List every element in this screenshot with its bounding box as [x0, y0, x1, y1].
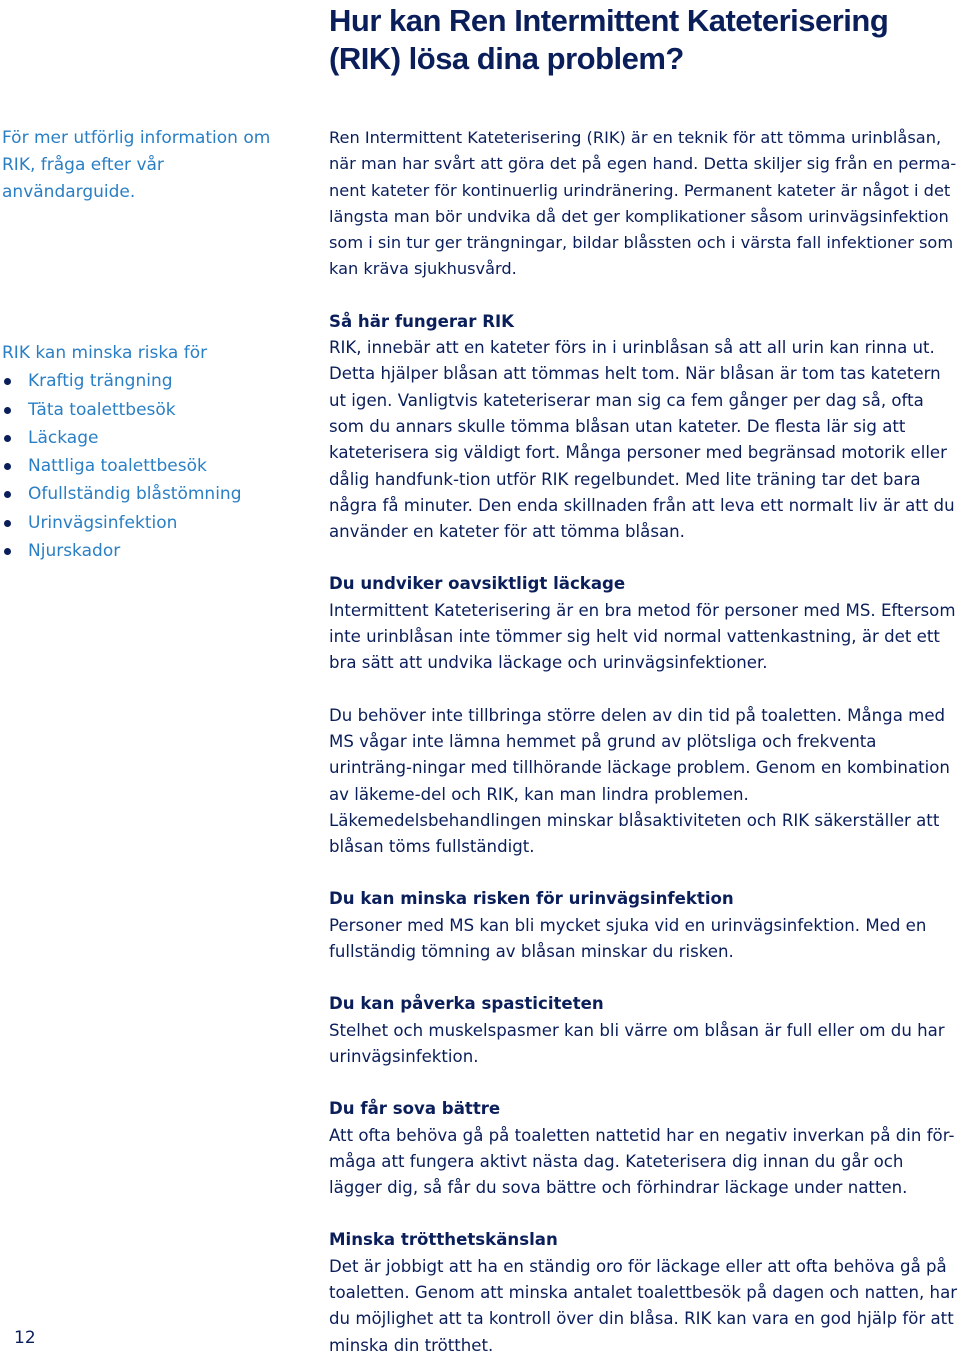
risk-list-item: Urinvägsinfektion — [2, 509, 302, 537]
section-heading: Du kan påverka spasticiteten — [329, 994, 604, 1014]
section-how-it-works — [329, 309, 960, 546]
section-fatigue — [329, 1227, 960, 1358]
section-body: Att ofta behöva gå på toaletten nattetid har en negativ inverkan på din för-måga att fungera aktivt nästa dag. Kateterisera dig innan du går och lägger dig, så får du sova bättre och förhindrar läckage under natten. — [329, 1125, 955, 1198]
section-body: Stelhet och muskelspasmer kan bli värre om blåsan är full eller om du har urinvägsinfektion. — [329, 1020, 945, 1066]
section-body: Intermittent Kateterisering är en bra metod för personer med MS. Eftersom inte urinblåsan inte tömmer sig helt vid normal vattenkastning, är det ett bra sätt att undvika läckage och urinvägsinfektioner. — [329, 600, 956, 673]
risk-list-item: Ofullständig blåstömning — [2, 480, 302, 508]
main-content — [329, 125, 960, 1359]
section-body: Personer med MS kan bli mycket sjuka vid en urinvägsinfektion. Med en fullständig tömning av blåsan minskar du risken. — [329, 915, 927, 962]
page-title: Hur kan Ren Intermittent Kateterisering (RIK) lösa dina problem? — [329, 3, 889, 76]
intro-paragraph: Ren Intermittent Kateterisering (RIK) är en teknik för att tömma urinblåsan, när man har svårt att göra det på egen hand. Detta skiljer sig från en perma-nent kateter för kontinuerlig urindränering. Permanent kateter är något i det längsta man bör undvika då det ger komplikationer såsom urinvägsinfektion som i sin tur ger trängningar, bildar blåssten och i värsta fall infektioner som kan kräva sjukhusvård. — [329, 128, 957, 279]
risk-list-item: Njurskador — [2, 537, 302, 565]
section-infection — [329, 886, 960, 965]
risk-list — [2, 367, 302, 565]
page-number: 12 — [14, 1328, 36, 1348]
info-note: För mer utförlig information om RIK, fråga efter vår användarguide. — [2, 128, 271, 202]
section-body: RIK, innebär att en kateter förs in i urinblåsan så att all urin kan rinna ut. Detta hjälper blåsan att tömmas helt tom. När blåsan är tom tas katetern ut igen. Vanligtvis kateteriserar man sig ca fem gånger per dag så, ofta som du annars skulle tömma blåsan utan kateter. De flesta lär sig att kateterisera sig väldigt fort. Många personer med begränsad motorik eller dålig handfunk-tion utför RIK regelbundet. Med lite träning tar det bara några få minuter. Den enda skillnaden från att leva ett normalt liv är att du använder en kateter för att tömma blåsan. — [329, 338, 955, 542]
section-body: Du behöver inte tillbringa större delen av din tid på toaletten. Många med MS vågar inte lämna hemmet på grund av plötsliga och frekventa urinträng-ningar med tillhörande läckage problem. Genom en kombination av läkeme-del och RIK, kan man lindra problemen. Läkemedelsbehandlingen minskar blåsaktiviteten och RIK säkerställer att blåsan töms fullständigt. — [329, 705, 950, 857]
risk-list-panel — [2, 339, 302, 565]
section-sleep — [329, 1096, 960, 1201]
section-heading: Du får sova bättre — [329, 1099, 501, 1119]
section-body: Det är jobbigt att ha en ständig oro för läckage eller att ofta behöva gå på toaletten. Genom att minska antalet toalettbesök på dagen och natten, har du möjlighet att ta kontroll över din blåsa. RIK kan vara en god hjälp för att minska din trötthet. — [329, 1256, 958, 1355]
section-heading: Du kan minska risken för urinvägsinfektion — [329, 889, 734, 909]
risk-list-item: Nattliga toalettbesök — [2, 452, 302, 480]
section-spasticity — [329, 991, 960, 1070]
risk-list-title: RIK kan minska riska för — [2, 343, 208, 363]
section-leakage — [329, 571, 960, 676]
risk-list-item: Täta toalettbesök — [2, 396, 302, 424]
section-toilet-time — [329, 703, 960, 861]
section-heading: Du undviker oavsiktligt läckage — [329, 574, 626, 594]
risk-list-item: Läckage — [2, 424, 302, 452]
risk-list-item: Kraftig trängning — [2, 367, 302, 395]
section-heading: Minska trötthetskänslan — [329, 1230, 558, 1250]
section-heading: Så här fungerar RIK — [329, 311, 515, 331]
